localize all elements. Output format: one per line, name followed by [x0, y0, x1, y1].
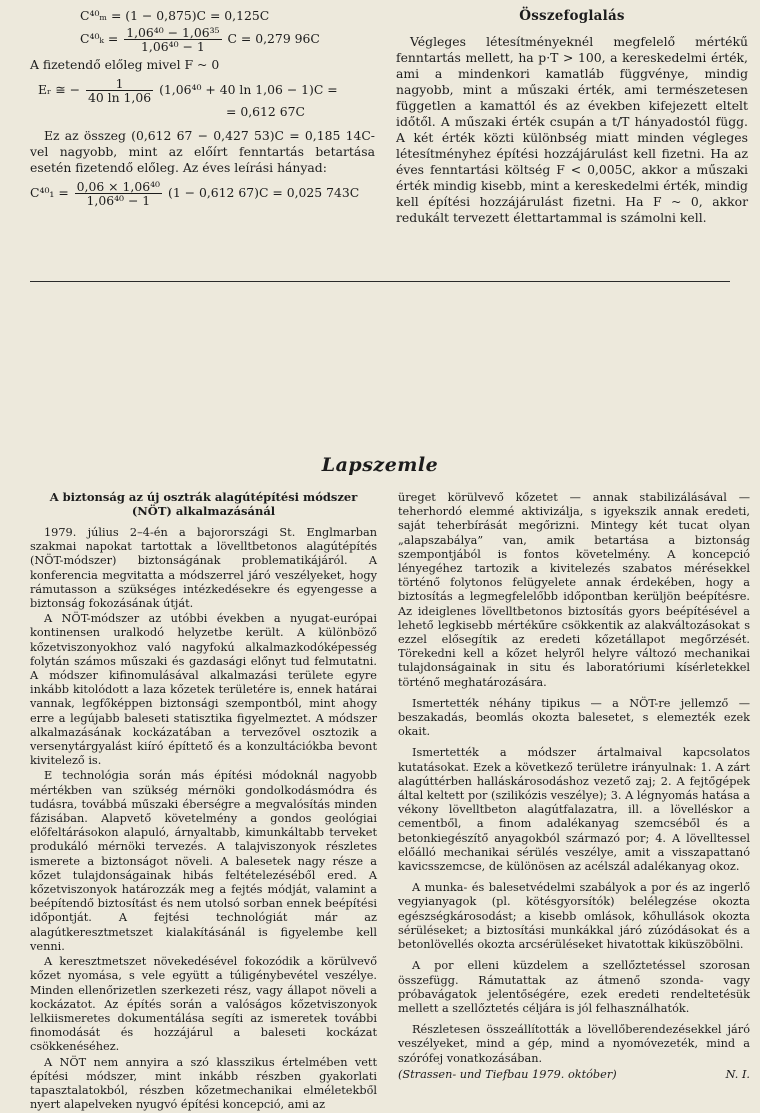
article-paragraph: Részletesen összeállították a lövellőberendezésekkel járó veszélyeket, mind a gép, mind a nyomóvezeték, mind a szórófej vonatkozásában.: [398, 1023, 750, 1065]
article-title: A biztonság az új osztrák alagútépítési módszer (NÖT) alkalmazásánál: [49, 490, 358, 518]
equation-c-k-numerator: 1,06⁴⁰ − 1,06³⁵: [126, 25, 220, 40]
article-paragraph: üreget körülvevő kőzetet — annak stabilizálásával — teherhordó elemmé aktivizálja, s igyekszik annak eredeti, saját teherbírását megőrizni. Mintegy két tucat olyan „alapszabálya” van, amik betartása a biztonság szempontjából is fontos követelmény. A koncepció lényegéhez tartozik a kivitelezés szabatos mérésekkel történő folytonos felügyelete annak érdekében, hogy a biztosítás a legmegfelelőbb időpontban kerüljön beépítésre. Az ideiglenes lövelltbetonos biztosítás gyors beépítésével a lehető legkisebb mértékűre csökkentik az alakváltozásokat s ezzel elősegítik az eredeti kőzetállapot megőrzését. Törekedni kell a kőzet helyről helyre változó mechanikai tulajdonságainak in situ és laboratóriumi kísérletekkel történő meghatározására.: [398, 491, 750, 689]
equation-c-1-fraction: [75, 180, 162, 207]
article-author: N. I.: [725, 1067, 750, 1081]
article-left-column: [30, 491, 377, 1113]
equation-c-k-rhs: C = 0,279 96C: [227, 31, 320, 46]
difference-paragraph: Ez az összeg (0,612 67 − 0,427 53)C = 0,185 14C-vel nagyobb, mint az előírt fenntartás betartása esetén fizetendő előleg. Az éves leírási hányad:: [30, 128, 375, 175]
article-paragraph: E technológia során más építési módoknál nagyobb mértékben van szükség mérnöki gondolkodásmódra és tudásra, továbbá műszaki éberségre a megvalósítás minden fázisában. Alapvető követelmény a gondos geológiai előfeltárásokon alapuló, árnyaltabb, kimunkáltabb terveket produkáló mérnöki tervezés. A talajviszonyok részletes ismerete a biztonságot növeli. A balesetek nagy része a kőzet tulajdonságainak hibás feltételezéséből ered. A kőzetviszonyok határozzák meg a fejtés módját, valamint a beépítendő biztosítást és nem utolsó sorban ennek beépítési időpontját. A fejtési technológiát már az alagútkeresztmetszet kialakításánál is figyelembe kell venni.: [30, 769, 377, 953]
summary-text: Végleges létesítményeknél megfelelő mértékű fenntartás mellett, ha p·T > 100, a kereskedelmi érték, ami a mindenkori kamatláb függvénye, mindig nagyobb, mint a műszaki érték, ami természetesen független a kamattól és az években kifejezett eltelt időtől. A műszaki érték csupán a t/T hányadostól függ. A két érték közti különbség miatt minden végleges létesítményhez építési hozzájárulást kell fizetni. Ha az éves fenntartási költség F < 0,005C, akkor a műszaki érték mindig kisebb, mint a kereskedelmi érték, mindig kell építési hozzájárulást fizetni. Ha F ~ 0, akkor redukált tervezett élettartammal is számolni kell.: [396, 34, 748, 225]
equation-c-k-denominator: 1,06⁴⁰ − 1: [141, 39, 205, 54]
equation-c-k-fraction: [124, 26, 221, 53]
equation-c-1-rhs: (1 − 0,612 67)C = 0,025 743C: [167, 185, 360, 200]
article-paragraph: Ismertették néhány tipikus — a NÖT-re jellemző — beszakadás, beomlás okozta balesetet, s elemezték ezek okait.: [398, 696, 750, 739]
equation-e-r: [30, 77, 375, 104]
equation-c-1-denominator: 1,06⁴⁰ − 1: [86, 193, 151, 208]
article-footer: [398, 1068, 750, 1082]
article-paragraph: 1979. július 2–4-én a bajorországi St. Englmarban szakmai napokat tartottak a lövelltbetonos alagútépítés (NÖT-módszer) biztonságának problematikájáról. A konferencia megvitatta a módszerrel járó veszélyeket, hogy rámutasson a szükséges intézkedésekre és egyengesse a biztonság fokozásának útját.: [30, 526, 377, 611]
article-paragraph: A NÖT-módszer az utóbbi években a nyugat-európai kontinensen uralkodó helyzetbe került. A különböző kőzetviszonyokhoz való nagyfokú alkalmazkodóképesség folytán számos műszaki és gazdasági előnyt tud felmutatni. A módszer kifinomulásával alkalmazási területe egyre inkább kitolódott a laza kőzetek területére is, ennek határai vannak, legfőképpen biztonsági szempontból, mint ahogy erre a legújabb baleseti statisztika figyelmeztet. A módszer alkalmazásának kockázatában a tervezővel osztozik a versenytárgyalást kiíró építtető és a konzultációkba bevont kivitelező is.: [30, 612, 377, 768]
article-paragraph: A NÖT nem annyira a szó klasszikus értelmében vett építési módszer, mint inkább részben gyakorlati tapasztalatokból, részben kőzetmechanikai elméletekből nyert alapelveken nyugvó építési koncepció, ami az: [30, 1055, 377, 1112]
article-paragraph: A por elleni küzdelem a szellőztetéssel szorosan összefügg. Rámutattak az átmenő szonda- vagy próbavágatok jelentőségére, ezek eredeti rendeltetésük mellett a szellőztetés céljára is jól felhasználhatók.: [398, 959, 750, 1015]
article-paragraph: A munka- és balesetvédelmi szabályok a por és az ingerlő vegyianyagok (pl. kötésgyorsítók) belélegzése okozta egészségkárosodást; a kisebb omlások, kőhullások okozta sérüléseket; a biztosítási munkákkal járó zúzódásokat és a betonlövellés okozta arcsérüléseket hivatottak kiküszöbölni.: [398, 881, 750, 952]
section-title: Lapszemle: [321, 454, 439, 476]
equation-c-1: [30, 180, 375, 207]
equation-e-r-lhs: Eᵣ ≅ −: [38, 82, 80, 97]
equation-c-k: [30, 26, 375, 53]
equation-e-r-fraction: [86, 77, 153, 104]
calculation-block: [30, 8, 375, 207]
equation-e-r-result: = 0,612 67C: [226, 104, 305, 119]
equation-c-1-lhs: C⁴⁰₁ =: [30, 185, 69, 200]
summary-heading: Összefoglalás: [519, 8, 625, 24]
equation-c-1-numerator: 0,06 × 1,06⁴⁰: [76, 179, 161, 194]
advance-payment-intro: A fizetendő előleg mivel F ~ 0: [30, 57, 220, 72]
article-source: (Strassen- und Tiefbau 1979. október): [398, 1067, 617, 1081]
equation-e-r-numerator: 1: [86, 77, 153, 91]
equation-c-m: C⁴⁰ₘ = (1 − 0,875)C = 0,125C: [80, 8, 270, 23]
article-paragraph: A keresztmetszet növekedésével fokozódik a körülvevő kőzet nyomása, s vele együtt a túligénybevétel veszélye. Minden ellenőrizetlen szerkezeti rész, vagy állapot növeli a kockázatot. Az építés során a valóságos kőzetviszonyok lelkiismeretes dokumentálása segíti az ismeretek további finomodását és hozzájárul a baleseti kockázat csökkenéséhez.: [30, 955, 377, 1054]
section-divider: [30, 281, 730, 282]
equation-e-r-rhs: (1,06⁴⁰ + 40 ln 1,06 − 1)C =: [159, 82, 338, 97]
summary-section: [396, 8, 748, 226]
article-right-column: [398, 491, 750, 1082]
article-paragraph: Ismertették a módszer ártalmaival kapcsolatos kutatásokat. Ezek a következő területre irányulnak: 1. A zárt alagúttérben halláskárosodáshoz vezető zaj; 2. A fejtőgépek által keltett por (szilikózis veszélye); 3. A légnyomás hatása a vékony lövelltbeton alagútfalazatra, ill. a lövelléskor a cementből, a finom adalékanyag szemcséből és a betonkiegészítő anyagokból származó por; 4. A lövelltessel előálló mechanikai sérülés veszélye, amit a visszapattanó kavicsszemcse, de különösen az acélszál adalékanyag okoz.: [398, 746, 750, 874]
equation-e-r-denominator: 40 ln 1,06: [87, 90, 152, 105]
equation-c-k-lhs: C⁴⁰ₖ =: [80, 31, 119, 46]
